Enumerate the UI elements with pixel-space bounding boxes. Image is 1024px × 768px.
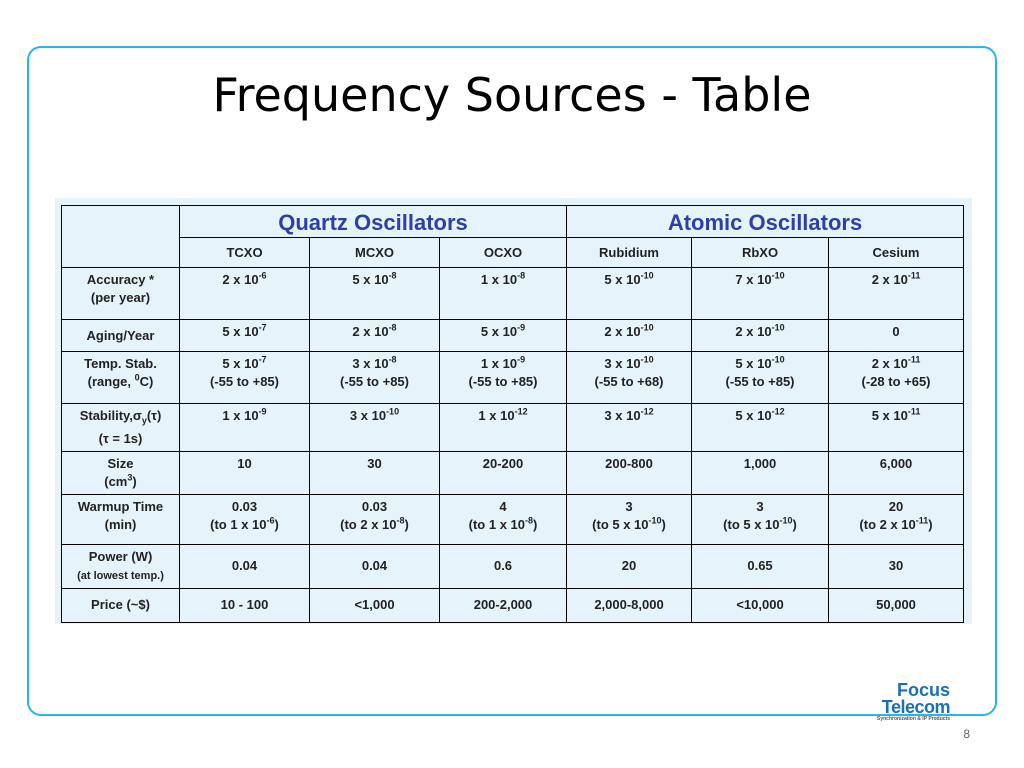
cell-value — [569, 498, 689, 516]
cell-range-text: (-55 to +85) — [468, 374, 538, 389]
table-row — [62, 352, 964, 404]
cell-range-text: ) — [928, 516, 933, 532]
table-cell — [440, 451, 567, 494]
cell-mantissa: 30 — [367, 455, 382, 471]
cell-mantissa: 2 x 10 — [871, 272, 908, 287]
cell-exponent: -9 — [258, 406, 267, 417]
row-label-text: (range, — [87, 374, 135, 389]
cell-mantissa: 10 — [237, 455, 252, 471]
cell-range-text: ) — [274, 516, 279, 532]
cell-mantissa: 5 x 10 — [352, 272, 389, 287]
table-cell — [567, 494, 692, 544]
row-label-line2 — [64, 430, 177, 448]
row-label-subscript: y — [141, 415, 147, 426]
cell-exponent: -9 — [517, 322, 526, 333]
cell-range — [312, 516, 437, 534]
cell-mantissa: 1 x 10 — [480, 356, 518, 371]
cell-range-text: (to 5 x 10 — [592, 516, 649, 532]
cell-range-text: (-28 to +65) — [861, 374, 931, 389]
cell-value — [312, 557, 437, 575]
cell-exponent: -8 — [388, 270, 397, 281]
column-header: Rubidium — [567, 238, 692, 268]
row-label-text: Aging/Year — [86, 327, 155, 343]
cell-range — [831, 516, 961, 534]
cell-value — [569, 596, 689, 614]
cell-mantissa: 5 x 10 — [480, 324, 518, 339]
cell-range-text: (to 5 x 10 — [723, 516, 780, 532]
row-label-text: (per year) — [90, 290, 151, 305]
row-label-line1 — [64, 407, 177, 430]
table-cell — [692, 588, 829, 622]
row-label-line1 — [64, 271, 177, 289]
logo-line1: Focus — [896, 680, 950, 700]
cell-value — [569, 271, 689, 289]
table-row — [62, 451, 964, 494]
row-label-superscript: 0 — [134, 372, 140, 383]
table-cell — [180, 268, 310, 320]
cell-mantissa: 5 x 10 — [604, 272, 641, 287]
table-cell — [440, 268, 567, 320]
cell-range-exponent: -10 — [648, 515, 662, 526]
cell-value — [442, 557, 564, 575]
cell-mantissa: 20 — [621, 558, 637, 574]
cell-value — [182, 498, 307, 516]
table-cell — [692, 404, 829, 452]
table-cell — [180, 320, 310, 352]
cell-range — [569, 373, 689, 391]
cell-mantissa: 4 — [499, 498, 507, 514]
table-cell — [440, 404, 567, 452]
cell-mantissa: 0.6 — [493, 558, 513, 574]
table-cell — [829, 544, 964, 588]
cell-range-text: ) — [404, 516, 409, 532]
row-label-line2 — [64, 566, 177, 585]
cell-mantissa: 5 x 10 — [222, 356, 259, 371]
cell-mantissa: 1 x 10 — [222, 408, 259, 423]
row-label-line1 — [64, 355, 177, 373]
row-label-text: Stability,σ — [79, 408, 142, 423]
cell-exponent: -8 — [388, 354, 397, 365]
cell-mantissa: 2,000-8,000 — [594, 597, 664, 613]
cell-range — [442, 516, 564, 534]
cell-exponent: -12 — [640, 406, 654, 417]
logo-tagline: Synchronization & IP Products — [877, 716, 950, 722]
cell-value — [831, 557, 961, 575]
cell-value — [694, 271, 826, 289]
row-label — [62, 494, 180, 544]
table-cell — [310, 494, 440, 544]
cell-range — [569, 516, 689, 534]
row-label — [62, 268, 180, 320]
row-label — [62, 404, 180, 452]
row-label-line1 — [64, 455, 177, 473]
column-header: RbXO — [692, 238, 829, 268]
cell-range-exponent: -8 — [396, 515, 405, 526]
table-cell — [829, 451, 964, 494]
cell-mantissa: 2 x 10 — [735, 324, 772, 339]
row-label-text: (τ = 1s) — [98, 430, 143, 446]
cell-value — [182, 455, 307, 473]
cell-exponent: -6 — [258, 270, 267, 281]
row-label-text: Accuracy * — [86, 272, 155, 287]
cell-mantissa: 200-2,000 — [473, 597, 533, 613]
column-header: Cesium — [829, 238, 964, 268]
cell-value — [831, 407, 961, 425]
table-cell — [440, 588, 567, 622]
cell-mantissa: 5 x 10 — [222, 324, 259, 339]
cell-value — [569, 407, 689, 425]
row-label-line1 — [64, 548, 177, 566]
cell-mantissa: 1 x 10 — [480, 272, 518, 287]
row-label-text: Size — [107, 455, 134, 471]
row-label-text: (min) — [104, 516, 137, 532]
cell-value — [831, 271, 961, 289]
table-row — [62, 494, 964, 544]
cell-value — [694, 596, 826, 614]
row-label-text: Temp. Stab. — [84, 356, 157, 371]
cell-value — [442, 323, 564, 341]
cell-range-text: (-55 to +85) — [725, 374, 795, 389]
focus-telecom-logo — [860, 681, 950, 723]
cell-exponent: -10 — [640, 354, 654, 365]
cell-value — [569, 323, 689, 341]
cell-value — [182, 557, 307, 575]
table-cell — [567, 404, 692, 452]
cell-range-text: (to 1 x 10 — [210, 516, 267, 532]
row-label-line1 — [64, 498, 177, 516]
table-cell — [310, 588, 440, 622]
table-row — [62, 268, 964, 320]
cell-mantissa: 30 — [888, 558, 904, 574]
cell-exponent: -8 — [388, 322, 397, 333]
cell-range-exponent: -6 — [266, 515, 275, 526]
cell-value — [442, 596, 564, 614]
cell-range-exponent: -10 — [779, 515, 793, 526]
cell-exponent: -7 — [258, 354, 267, 365]
table-cell — [180, 588, 310, 622]
cell-value — [694, 498, 826, 516]
cell-value — [694, 355, 826, 373]
cell-value — [569, 455, 689, 473]
cell-mantissa: 50,000 — [876, 597, 916, 613]
row-label-text: (at lowest temp.) — [77, 569, 164, 582]
cell-mantissa: 1 x 10 — [478, 408, 515, 423]
table-corner-cell — [62, 206, 180, 268]
table-cell — [310, 352, 440, 404]
cell-mantissa: 0.03 — [231, 498, 258, 514]
cell-exponent: -11 — [907, 354, 921, 365]
cell-mantissa: <10,000 — [736, 597, 784, 613]
cell-mantissa: 0.03 — [361, 498, 388, 514]
cell-mantissa: 3 — [756, 498, 764, 514]
cell-value — [182, 355, 307, 373]
cell-mantissa: 3 — [625, 498, 633, 514]
cell-range — [831, 373, 961, 391]
cell-value — [312, 596, 437, 614]
cell-value — [831, 455, 961, 473]
cell-range — [694, 516, 826, 534]
cell-range-text: ) — [533, 516, 538, 532]
table-cell — [567, 352, 692, 404]
cell-range-text: ) — [661, 516, 666, 532]
row-label — [62, 451, 180, 494]
cell-exponent: -10 — [771, 270, 785, 281]
cell-value — [312, 498, 437, 516]
table-cell — [829, 404, 964, 452]
cell-exponent: -9 — [517, 354, 526, 365]
row-label-line2 — [64, 516, 177, 534]
table-cell — [567, 451, 692, 494]
cell-value — [694, 455, 826, 473]
cell-exponent: -11 — [907, 270, 921, 281]
cell-mantissa: <1,000 — [354, 597, 395, 613]
group-header-quartz: Quartz Oscillators — [180, 206, 567, 238]
row-label-line2 — [64, 373, 177, 391]
cell-value — [312, 407, 437, 425]
table-cell — [310, 544, 440, 588]
row-label-text: (τ) — [146, 408, 162, 423]
table-cell — [692, 320, 829, 352]
cell-range-text: (-55 to +85) — [340, 374, 409, 389]
cell-mantissa: 3 x 10 — [349, 408, 387, 423]
cell-range — [312, 373, 437, 391]
table-cell — [440, 494, 567, 544]
cell-exponent: -11 — [907, 406, 921, 417]
page-number: 8 — [963, 727, 970, 741]
cell-mantissa: 6,000 — [879, 455, 913, 471]
cell-value — [312, 355, 437, 373]
cell-mantissa: 3 x 10 — [352, 356, 389, 371]
cell-range — [182, 373, 307, 391]
cell-mantissa: 0.65 — [747, 558, 773, 574]
slide-title: Frequency Sources - Table — [212, 68, 812, 122]
column-header: MCXO — [310, 238, 440, 268]
cell-mantissa: 0.04 — [231, 558, 258, 574]
cell-value — [312, 271, 437, 289]
cell-exponent: -8 — [517, 270, 526, 281]
table-container — [55, 198, 972, 624]
table-row — [62, 544, 964, 588]
row-label-line2 — [64, 473, 177, 491]
table-cell — [692, 494, 829, 544]
table-cell — [829, 494, 964, 544]
cell-value — [182, 407, 307, 425]
row-label-line2 — [64, 289, 177, 307]
cell-range-text: (-55 to +85) — [210, 374, 279, 389]
cell-mantissa: 10 - 100 — [220, 597, 269, 613]
table-cell — [829, 352, 964, 404]
cell-value — [831, 596, 961, 614]
cell-range-text: (to 1 x 10 — [468, 516, 525, 532]
row-label — [62, 320, 180, 352]
cell-value — [569, 557, 689, 575]
cell-exponent: -10 — [640, 270, 654, 281]
cell-value — [831, 355, 961, 373]
cell-value — [182, 323, 307, 341]
row-label — [62, 588, 180, 622]
table-row — [62, 404, 964, 452]
cell-mantissa: 20-200 — [482, 455, 524, 471]
table-cell — [310, 451, 440, 494]
cell-mantissa: 2 x 10 — [604, 324, 641, 339]
cell-range-text: ) — [792, 516, 797, 532]
cell-range-exponent: -8 — [525, 515, 534, 526]
cell-mantissa: 1,000 — [743, 455, 777, 471]
group-header-atomic: Atomic Oscillators — [567, 206, 964, 238]
cell-mantissa: 5 x 10 — [735, 356, 772, 371]
cell-mantissa: 0 — [892, 324, 900, 339]
cell-exponent: -10 — [771, 354, 785, 365]
cell-mantissa: 5 x 10 — [871, 408, 908, 423]
cell-range — [182, 516, 307, 534]
cell-mantissa: 5 x 10 — [735, 408, 772, 423]
cell-value — [831, 498, 961, 516]
cell-range — [442, 373, 564, 391]
cell-range — [694, 373, 826, 391]
cell-range-text: (to 2 x 10 — [859, 516, 916, 532]
row-label-text: C) — [139, 374, 154, 389]
row-label-text: ) — [132, 473, 137, 489]
table-cell — [829, 588, 964, 622]
row-label — [62, 352, 180, 404]
cell-mantissa: 7 x 10 — [735, 272, 772, 287]
cell-value — [694, 407, 826, 425]
table-cell — [180, 544, 310, 588]
table-cell — [440, 544, 567, 588]
table-cell — [310, 320, 440, 352]
row-label-line1 — [64, 327, 177, 345]
table-cell — [567, 320, 692, 352]
table-cell — [567, 588, 692, 622]
cell-value — [831, 323, 961, 341]
cell-exponent: -7 — [258, 322, 267, 333]
row-label-text: Warmup Time — [77, 498, 164, 514]
column-header: OCXO — [440, 238, 567, 268]
cell-value — [442, 498, 564, 516]
cell-value — [312, 455, 437, 473]
frequency-sources-table — [61, 205, 964, 623]
table-cell — [829, 320, 964, 352]
cell-value — [442, 455, 564, 473]
cell-exponent: -10 — [640, 322, 654, 333]
cell-value — [182, 596, 307, 614]
table-cell — [180, 352, 310, 404]
table-row — [62, 588, 964, 622]
cell-value — [442, 355, 564, 373]
table-cell — [567, 544, 692, 588]
table-cell — [692, 268, 829, 320]
table-cell — [180, 404, 310, 452]
row-label-superscript: 3 — [127, 472, 133, 483]
table-cell — [180, 451, 310, 494]
cell-mantissa: 200-800 — [605, 455, 653, 471]
table-cell — [692, 352, 829, 404]
cell-value — [442, 271, 564, 289]
table-row — [62, 320, 964, 352]
cell-exponent: -10 — [386, 406, 400, 417]
cell-exponent: -10 — [771, 322, 785, 333]
table-cell — [310, 404, 440, 452]
table-cell — [692, 451, 829, 494]
cell-range-text: (to 2 x 10 — [340, 516, 397, 532]
table-cell — [440, 320, 567, 352]
cell-mantissa: 2 x 10 — [871, 356, 908, 371]
row-label-text: (cm — [104, 473, 128, 489]
cell-value — [694, 557, 826, 575]
row-label-text: Power (W) — [88, 548, 153, 564]
cell-range-exponent: -11 — [915, 515, 929, 526]
logo-line2: Telecom — [881, 697, 950, 717]
column-header: TCXO — [180, 238, 310, 268]
table-cell — [829, 268, 964, 320]
cell-value — [182, 271, 307, 289]
cell-mantissa: 2 x 10 — [222, 272, 259, 287]
cell-mantissa: 0.04 — [361, 558, 388, 574]
cell-value — [312, 323, 437, 341]
row-label-line1 — [64, 596, 177, 614]
table-cell — [310, 268, 440, 320]
cell-exponent: -12 — [514, 406, 528, 417]
table-cell — [180, 494, 310, 544]
cell-value — [569, 355, 689, 373]
table-cell — [692, 544, 829, 588]
table-cell — [440, 352, 567, 404]
cell-value — [694, 323, 826, 341]
cell-range-text: (-55 to +68) — [594, 374, 664, 389]
cell-value — [442, 407, 564, 425]
cell-mantissa: 2 x 10 — [352, 324, 389, 339]
cell-mantissa: 20 — [888, 498, 904, 514]
table-cell — [567, 268, 692, 320]
row-label-text: Price (~$) — [91, 597, 150, 613]
cell-exponent: -12 — [771, 406, 785, 417]
row-label — [62, 544, 180, 588]
cell-mantissa: 3 x 10 — [604, 408, 641, 423]
cell-mantissa: 3 x 10 — [604, 356, 641, 371]
